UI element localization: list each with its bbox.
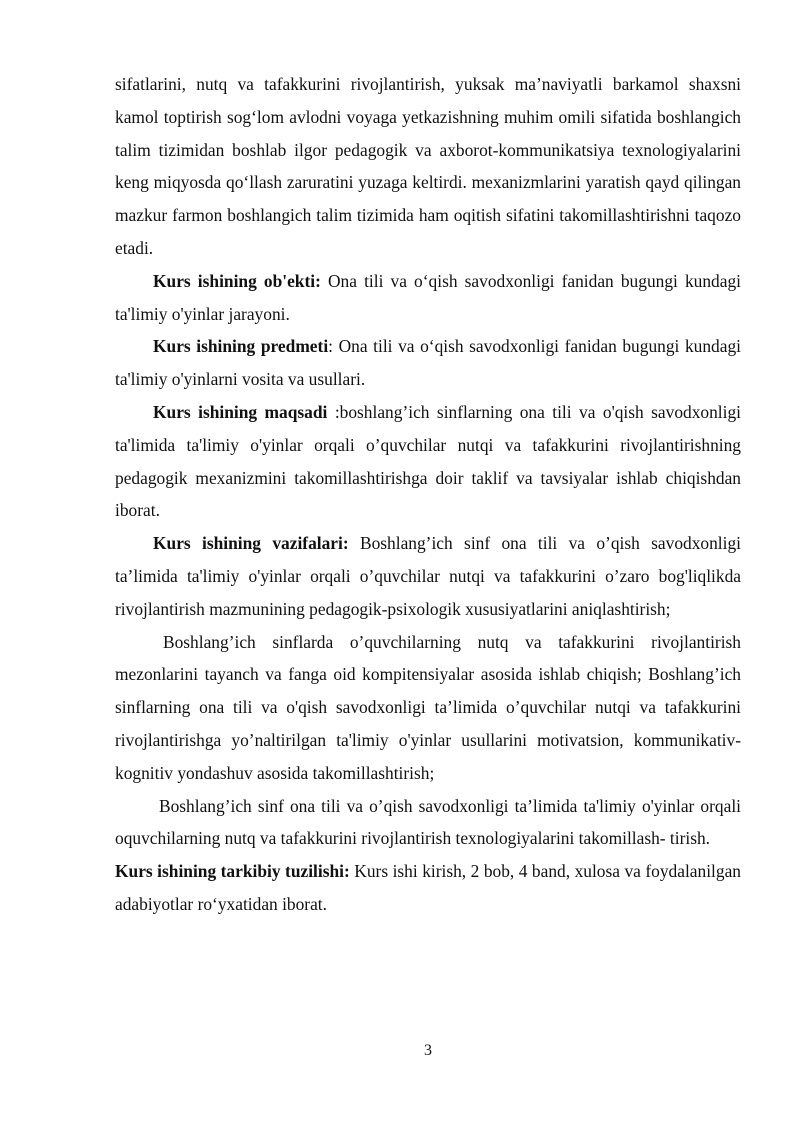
intro-paragraph: sifatlarini, nutq va tafakkurini rivojlantirish, yuksak ma’naviyatli barkamol shaxsni kamol toptirish sog‘lom avlodni voyaga yetkazishning muhim omili sifatida boshlangich talim tizimidan boshlab ilgor pedagogik va axborot-kommunikatsiya texnologiyalarini keng miqyosda qo‘llash zaruratini yuzaga keltirdi. mexanizmlarini yaratish qayd qilingan mazkur farmon boshlangich talim tizimida ham oqitish sifatini takomillashtirishni taqozo etadi. <box>115 74 741 258</box>
object-label: Kurs ishining ob'ekti: <box>153 270 321 291</box>
tasks-text: Boshlang’ich sinf ona tili va o’qish savodxonligi ta’limida ta'limiy o'yinlar orqali o’quvchilar nutqi va tafakkurini o’zaro bog'liqlikda rivojlantirish mazmunining pedagogik-psixologik xususiyatlarini aniqlashtirish; <box>115 533 741 619</box>
object-text: Ona tili va o‘qish savodxonligi fanidan bugungi kundagi ta'limiy o'yinlar jarayoni. <box>115 270 742 324</box>
page-number: 3 <box>424 1042 432 1059</box>
structure-text: Kurs ishi kirish, 2 bob, 4 band, xulosa va foydalanilgan adabiyotlar ro‘yxatidan iborat. <box>115 861 741 914</box>
subject-text: : Ona tili va o‘qish savodxonligi fanidan bugungi kundagi ta'limiy o'yinlarni vosita va usullari. <box>115 336 741 390</box>
subject-paragraph <box>115 330 741 396</box>
tasks-paragraph <box>115 527 741 625</box>
tasks-label: Kurs ishining vazifalari: <box>153 533 349 554</box>
goal-label: Kurs ishining maqsadi <box>153 401 328 422</box>
task2-paragraph: Boshlang’ich sinflarda o’quvchilarning nutq va tafakkurini rivojlantirish mezonlarini tayanch va fanga oid kompitensiyalar asosida ishlab chiqish; Boshlang’ich sinflarning ona tili va o'qish savodxonligi ta’limida o’quvchilar nutqi va tafakkurini rivojlantirishga yo’naltirilgan ta'limiy o'yinlar usullarini motivatsion, kommunikativ-kognitiv yondashuv asosida takomillashtirish; <box>115 631 741 783</box>
structure-paragraph <box>115 855 741 921</box>
goal-text: :boshlang’ich sinflarning ona tili va o'qish savodxonligi ta'limida ta'limiy o'yinlar orqali o’quvchilar nutqi va tafakkurini rivojlantirishning pedagogik mexanizmini takomillashtirishga doir taklif va tavsiyalar ishlab chiqishdan iborat. <box>115 401 741 521</box>
goal-paragraph <box>115 396 741 527</box>
structure-label: Kurs ishining tarkibiy tuzilishi: <box>115 861 350 882</box>
object-paragraph <box>115 265 741 331</box>
subject-label: Kurs ishining predmeti <box>153 336 329 357</box>
document-page <box>115 68 741 921</box>
task3-paragraph: Boshlang’ich sinf ona tili va o’qish savodxonligi ta’limida ta'limiy o'yinlar orqali oquvchilarning nutq va tafakkurini rivojlantirish texnologiyalarini takomillash- tirish. <box>115 795 741 849</box>
